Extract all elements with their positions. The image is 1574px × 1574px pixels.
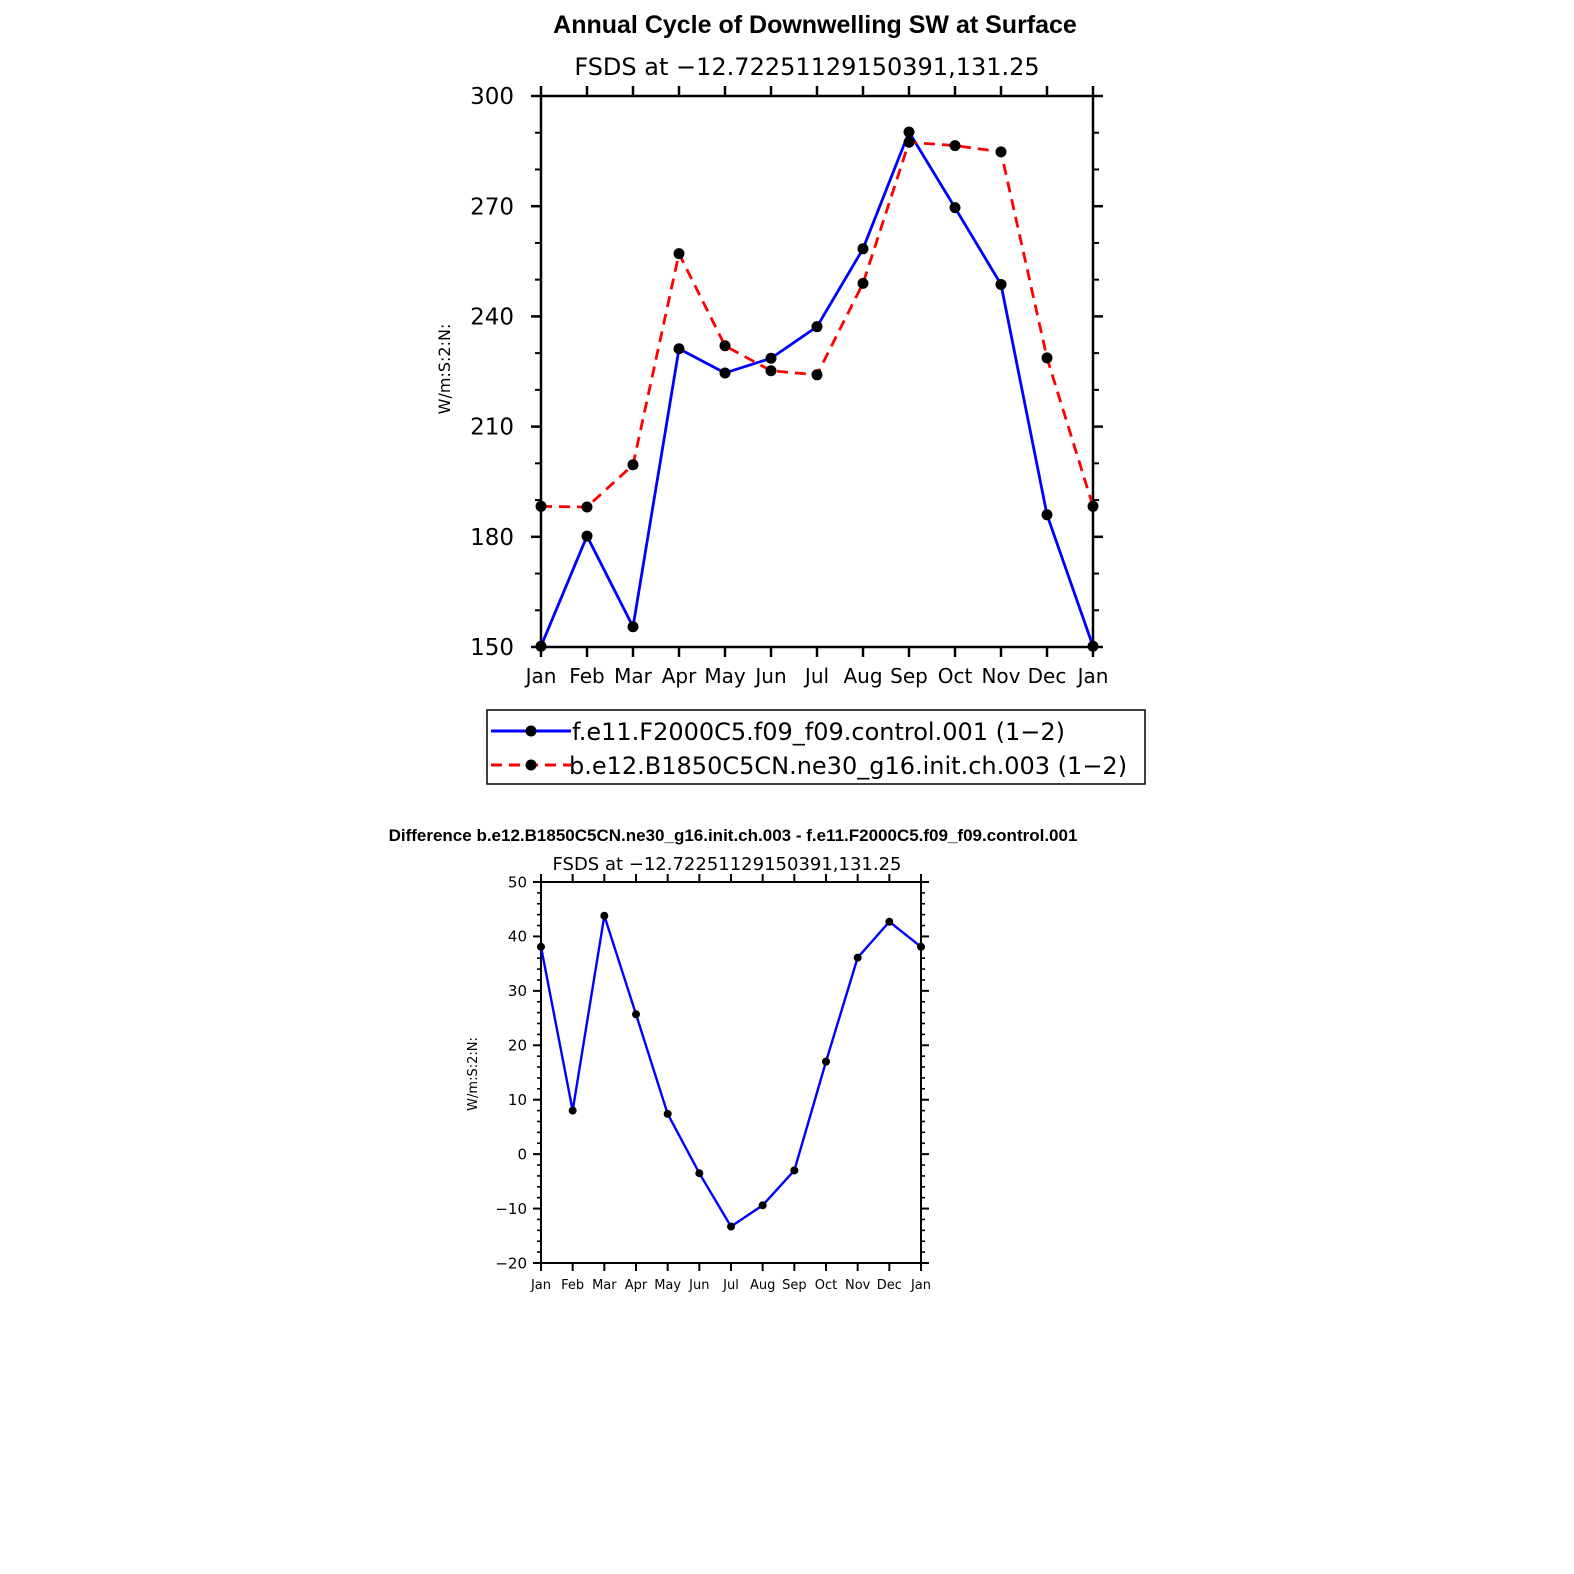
chart2-series-1-point bbox=[727, 1223, 735, 1231]
legend-marker-series-2 bbox=[526, 760, 537, 771]
chart1-series-1-point bbox=[1088, 641, 1099, 652]
chart1-series-1-point bbox=[582, 531, 593, 542]
chart1-series-1-point bbox=[766, 353, 777, 364]
chart2-x-tick-label: Nov bbox=[844, 1278, 871, 1293]
chart2-series-1-point bbox=[569, 1107, 577, 1115]
chart1-subtitle: FSDS at −12.72251129150391,131.25 bbox=[574, 53, 1040, 81]
chart1-y-axis-label: W/m:S:2:N: bbox=[435, 323, 454, 415]
chart2-y-tick-label: 10 bbox=[507, 1090, 527, 1109]
chart2-series-1-point bbox=[854, 954, 862, 962]
chart2-x-tick-label: Oct bbox=[814, 1278, 838, 1293]
chart2-plot bbox=[495, 873, 931, 1293]
chart2-x-tick-label: Jul bbox=[723, 1278, 739, 1293]
legend-label-series-1: f.e11.F2000C5.f09_f09.control.001 (1−2) bbox=[572, 718, 1066, 746]
chart1-series-1-line bbox=[541, 132, 1093, 646]
chart1-series-2-point bbox=[674, 248, 685, 259]
chart2-series-1-point bbox=[632, 1010, 640, 1018]
chart2-series-1-point bbox=[917, 943, 925, 951]
chart1-series-2-point bbox=[766, 365, 777, 376]
chart1-series-1-point bbox=[950, 202, 961, 213]
chart2-series-1-point bbox=[537, 943, 545, 951]
chart1-series-2-point bbox=[812, 369, 823, 380]
chart1-x-tick-label: May bbox=[704, 664, 746, 688]
chart1-y-tick-label: 300 bbox=[470, 84, 514, 111]
chart1-series-2-point bbox=[996, 146, 1007, 157]
chart1-y-tick-label: 150 bbox=[470, 635, 514, 662]
chart2-title: Difference b.e12.B1850C5CN.ne30_g16.init.ch.003 - f.e11.F2000C5.f09_f09.control.001 bbox=[388, 826, 1078, 845]
chart1-x-tick-label: Mar bbox=[614, 664, 652, 688]
chart2-y-tick-label: −20 bbox=[495, 1254, 527, 1273]
chart2-x-tick-label: Sep bbox=[782, 1278, 807, 1293]
chart1-series-2-point bbox=[628, 459, 639, 470]
legend-marker-series-1 bbox=[526, 726, 537, 737]
chart1-series-1-point bbox=[720, 367, 731, 378]
chart2-plot-frame bbox=[541, 882, 921, 1263]
chart1-legend bbox=[487, 710, 1145, 784]
chart1-series-1-point bbox=[1042, 509, 1053, 520]
chart2-y-axis-label: W/m:S:2:N: bbox=[466, 1037, 481, 1111]
chart1-title: Annual Cycle of Downwelling SW at Surface bbox=[553, 11, 1077, 39]
chart1-series-1-point bbox=[904, 126, 915, 137]
chart1-series-1-point bbox=[536, 641, 547, 652]
chart1-series-2-point bbox=[904, 137, 915, 148]
chart1-x-tick-label: Apr bbox=[661, 664, 697, 688]
chart2-x-tick-label: Apr bbox=[624, 1278, 648, 1293]
chart1-x-tick-label: Aug bbox=[843, 664, 883, 688]
chart2-x-tick-label: May bbox=[654, 1278, 682, 1293]
chart1-series-2-point bbox=[536, 501, 547, 512]
chart1-series-1-point bbox=[996, 279, 1007, 290]
chart1-plot bbox=[470, 84, 1108, 688]
chart2-x-tick-label: Jan bbox=[530, 1278, 552, 1293]
chart2-series-1-point bbox=[664, 1110, 672, 1118]
chart1-x-tick-label: Jan bbox=[1077, 664, 1109, 688]
chart1-x-tick-label: Jun bbox=[755, 664, 787, 688]
chart1-x-tick-label: Jul bbox=[804, 664, 830, 688]
chart2-subtitle: FSDS at −12.72251129150391,131.25 bbox=[552, 854, 902, 875]
chart1-series-2-point bbox=[582, 502, 593, 513]
chart1-series-1-point bbox=[674, 343, 685, 354]
chart2-x-tick-label: Mar bbox=[592, 1278, 617, 1293]
chart1-series-2-point bbox=[1088, 501, 1099, 512]
chart2-series-1-point bbox=[790, 1166, 798, 1174]
chart2-series-1-point bbox=[885, 918, 893, 926]
chart2-y-tick-label: 50 bbox=[507, 873, 527, 892]
chart2-series-1-line bbox=[541, 916, 921, 1227]
chart2-x-tick-label: Jun bbox=[689, 1278, 710, 1293]
chart1-series-1-point bbox=[858, 243, 869, 254]
chart2-x-tick-label: Dec bbox=[876, 1278, 902, 1293]
chart2-y-tick-label: 0 bbox=[517, 1145, 527, 1164]
chart1-x-tick-label: Jan bbox=[525, 664, 557, 688]
chart2-y-tick-label: −10 bbox=[495, 1199, 527, 1218]
chart1-x-tick-label: Dec bbox=[1027, 664, 1067, 688]
chart1-series-2-point bbox=[1042, 352, 1053, 363]
chart1-series-2-point bbox=[858, 278, 869, 289]
chart2-y-tick-label: 40 bbox=[507, 927, 527, 946]
chart1-y-tick-label: 180 bbox=[470, 524, 514, 551]
chart1-y-tick-label: 240 bbox=[470, 304, 514, 331]
chart1-x-tick-label: Sep bbox=[890, 664, 928, 688]
chart2-series-1-point bbox=[759, 1201, 767, 1209]
chart1-y-tick-label: 210 bbox=[470, 414, 514, 441]
chart1-x-tick-label: Feb bbox=[569, 664, 605, 688]
chart1-series-2-point bbox=[950, 140, 961, 151]
legend-label-series-2: b.e12.B1850C5CN.ne30_g16.init.ch.003 (1−2) bbox=[569, 752, 1128, 780]
chart2-x-tick-label: Jan bbox=[910, 1278, 932, 1293]
chart2-y-tick-label: 20 bbox=[507, 1036, 527, 1055]
chart2-series-1-point bbox=[695, 1169, 703, 1177]
chart1-series-1-point bbox=[628, 621, 639, 632]
chart1-x-tick-label: Oct bbox=[937, 664, 973, 688]
chart2-y-tick-label: 30 bbox=[507, 982, 527, 1001]
chart2-series-1-point bbox=[822, 1058, 830, 1066]
chart2-series-1-point bbox=[600, 912, 608, 920]
chart1-x-tick-label: Nov bbox=[981, 664, 1021, 688]
chart2-x-tick-label: Feb bbox=[561, 1278, 585, 1293]
chart1-y-tick-label: 270 bbox=[470, 194, 514, 221]
chart1-series-1-point bbox=[812, 321, 823, 332]
chart1-series-2-point bbox=[720, 340, 731, 351]
chart2-x-tick-label: Aug bbox=[749, 1278, 776, 1293]
